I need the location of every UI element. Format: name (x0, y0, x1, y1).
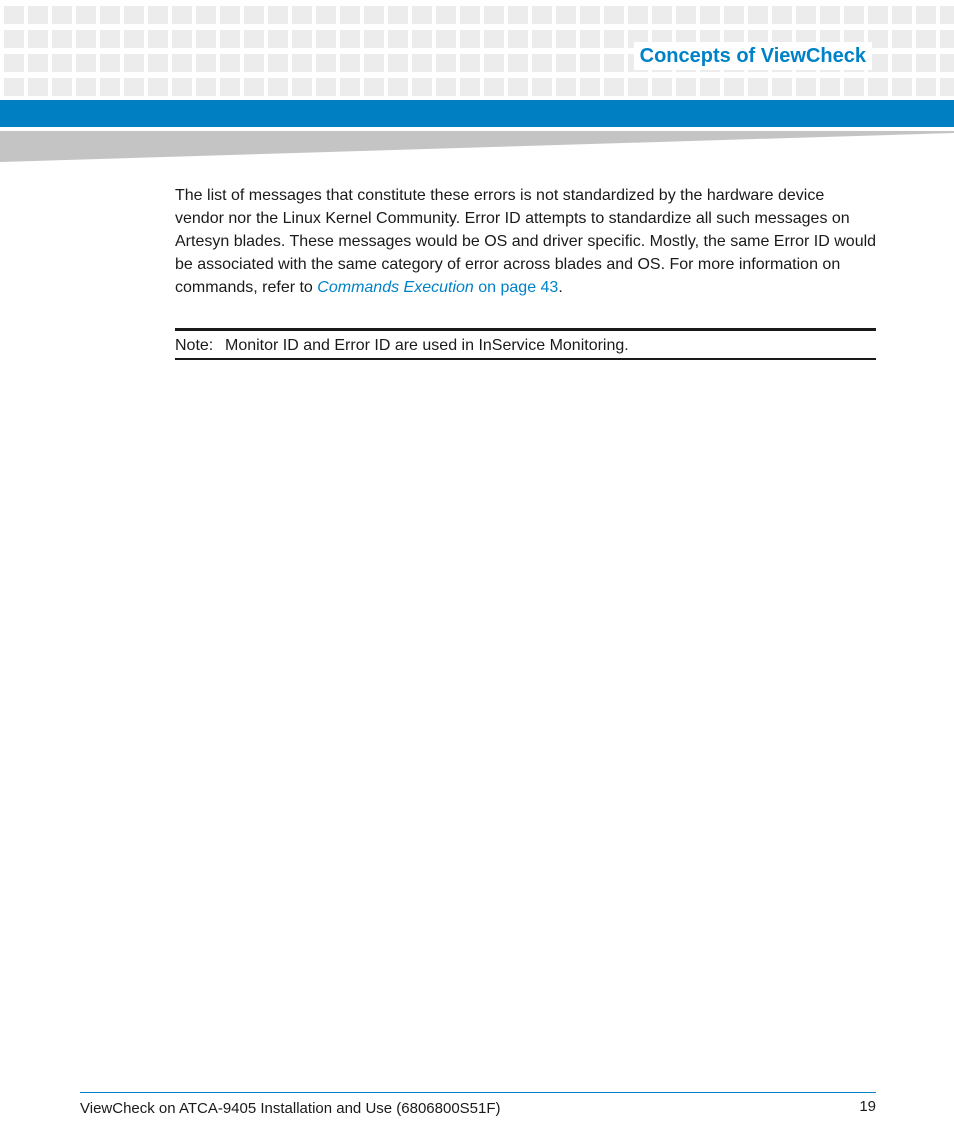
paragraph-text: The list of messages that constitute these errors is not standardized by the hardware device vendor nor the Linux Kernel Community. Error ID attempts to standardize all such messages on Artesyn blades. These messages would be OS and driver specific. Mostly, the same Error ID would be associated with the same category of error across blades and OS. For more information on commands, refer to (175, 187, 877, 296)
note-label: Note: (175, 337, 214, 354)
section-title: Concepts of ViewCheck (634, 42, 872, 70)
page-reference-link[interactable]: on page 43 (478, 279, 559, 296)
note-box (175, 328, 876, 360)
footer-doc-title: ViewCheck on ATCA-9405 Installation and Use (6806800S51F) (80, 1100, 501, 1117)
commands-execution-link[interactable]: Commands Execution (317, 279, 474, 296)
footer-page-number: 19 (859, 1098, 876, 1115)
note-text: Monitor ID and Error ID are used in InService Monitoring. (225, 337, 629, 354)
grey-wedge-shape (0, 131, 954, 162)
paragraph-end: . (558, 279, 563, 296)
header-grey-wedge (0, 131, 954, 163)
footer-rule (80, 1092, 876, 1093)
header-blue-bar (0, 100, 954, 127)
body-paragraph (175, 184, 877, 299)
